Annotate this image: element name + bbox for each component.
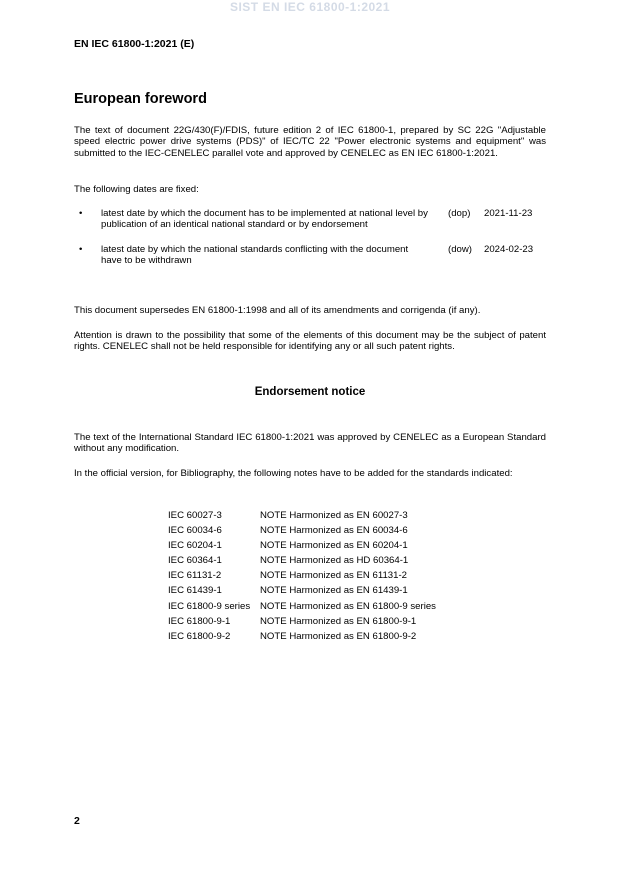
bibliography-notes [168, 508, 436, 644]
note-standard: IEC 61131-2 [168, 570, 222, 582]
supersedes-text: This document supersedes EN 61800-1:1998 and all of its amendments and corrigenda (if any). [74, 305, 481, 316]
note-row [168, 508, 436, 523]
document-id: EN IEC 61800-1:2021 (E) [74, 38, 195, 50]
watermark: SIST EN IEC 61800-1:2021 [229, 0, 391, 14]
note-row [168, 523, 436, 538]
note-text: NOTE Harmonized as EN 61800-9 series [260, 600, 436, 612]
note-standard: IEC 60027-3 [168, 510, 222, 521]
note-row [168, 583, 436, 598]
page-number: 2 [74, 815, 80, 827]
date-item-code: (dow) [448, 244, 472, 255]
note-row [168, 629, 436, 644]
date-item-code: (dop) [448, 208, 471, 219]
note-standard: IEC 60034-6 [168, 525, 222, 537]
date-item-date: 2024-02-23 [484, 244, 534, 255]
note-text: NOTE Harmonized as HD 60364-1 [260, 555, 409, 567]
dates-intro: The following dates are fixed: [74, 184, 199, 195]
note-standard: IEC 61800-9 series [168, 600, 251, 612]
foreword-title: European foreword [74, 91, 207, 107]
bullet-icon: • [79, 208, 83, 219]
note-row [168, 538, 436, 553]
note-row [168, 614, 436, 629]
note-standard: IEC 60204-1 [168, 540, 222, 552]
endorsement-title: Endorsement notice [254, 386, 366, 398]
note-standard: IEC 61800-9-2 [168, 630, 231, 642]
date-item-date: 2021-11-23 [484, 208, 533, 219]
endorsement-text: The text of the International Standard IEC 61800-1:2021 was approved by CENELEC as a European Standard without any modification. [74, 432, 546, 455]
patent-attention: Attention is drawn to the possibility that some of the elements of this document may be the subject of patent rights. CENELEC shall not be held responsible for identifying any or all such patent rights. [74, 330, 546, 353]
foreword-intro: The text of document 22G/430(F)/FDIS, future edition 2 of IEC 61800-1, prepared by SC 22G "Adjustable speed electric power drive systems (PDS)" of IEC/TC 22 "Power electronic systems and equipment" was submitted to the IEC-CENELEC parallel vote and approved by CENELEC as EN IEC 61800-1:2021. [74, 125, 546, 159]
note-text: NOTE Harmonized as EN 61439-1 [260, 585, 408, 597]
note-row [168, 553, 436, 568]
bullet-icon: • [79, 244, 83, 255]
note-text: NOTE Harmonized as EN 60204-1 [260, 540, 408, 552]
note-text: NOTE Harmonized as EN 61800-9-2 [260, 630, 417, 642]
note-text: NOTE Harmonized as EN 61131-2 [260, 570, 407, 582]
note-standard: IEC 60364-1 [168, 555, 222, 567]
note-standard: IEC 61800-9-1 [168, 615, 231, 627]
note-text: NOTE Harmonized as EN 60034-6 [260, 525, 408, 537]
note-standard: IEC 61439-1 [168, 585, 222, 597]
bibliography-intro: In the official version, for Bibliography, the following notes have to be added for the standards indicated: [74, 468, 513, 479]
note-text: NOTE Harmonized as EN 61800-9-1 [260, 615, 417, 627]
date-item-text: latest date by which the document has to be implemented at national level by publication of an identical national standard or by endorsement [101, 208, 428, 231]
note-text: NOTE Harmonized as EN 60027-3 [260, 510, 408, 521]
note-row [168, 568, 436, 583]
date-item-text: latest date by which the national standards conflicting with the document have to be withdrawn [101, 244, 409, 267]
note-row [168, 599, 436, 614]
